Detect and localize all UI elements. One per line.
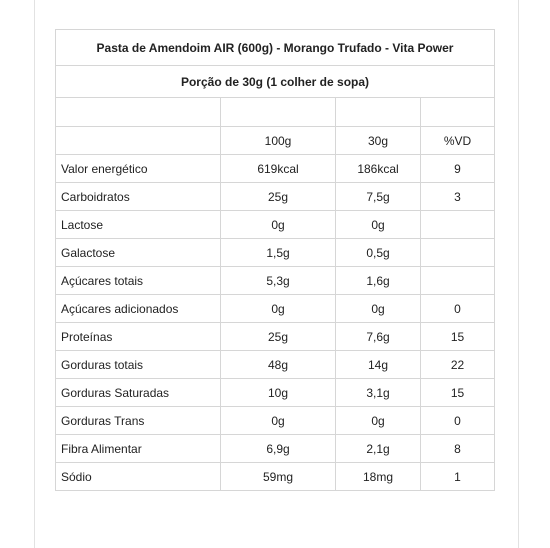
- value-100g: 619kcal: [221, 155, 336, 183]
- table-row: [56, 267, 495, 295]
- value-30g: 0,5g: [336, 239, 421, 267]
- value-30g: 1,6g: [336, 267, 421, 295]
- value-100g: 0g: [221, 211, 336, 239]
- table-row: [56, 155, 495, 183]
- nutrient-name: Açúcares totais: [56, 267, 221, 295]
- value-100g: 5,3g: [221, 267, 336, 295]
- nutrition-table: [55, 29, 495, 491]
- header-row: [56, 127, 495, 155]
- spacer-cell: [336, 98, 421, 127]
- value-vd: 9: [421, 155, 495, 183]
- nutrient-name: Gorduras Saturadas: [56, 379, 221, 407]
- value-30g: 186kcal: [336, 155, 421, 183]
- value-100g: 25g: [221, 323, 336, 351]
- right-border-line: [518, 0, 519, 548]
- value-vd: [421, 211, 495, 239]
- nutrient-name: Proteínas: [56, 323, 221, 351]
- portion-row: [56, 66, 495, 98]
- table-row: [56, 407, 495, 435]
- table-row: [56, 183, 495, 211]
- value-100g: 10g: [221, 379, 336, 407]
- value-vd: [421, 267, 495, 295]
- nutrient-name: Açúcares adicionados: [56, 295, 221, 323]
- value-30g: 0g: [336, 407, 421, 435]
- value-vd: 0: [421, 407, 495, 435]
- value-vd: 15: [421, 379, 495, 407]
- nutrient-name: Sódio: [56, 463, 221, 491]
- nutrient-name: Galactose: [56, 239, 221, 267]
- product-title: Pasta de Amendoim AIR (600g) - Morango Trufado - Vita Power: [56, 30, 495, 66]
- value-vd: 1: [421, 463, 495, 491]
- left-border-line: [34, 0, 35, 548]
- value-30g: 0g: [336, 211, 421, 239]
- value-100g: 0g: [221, 407, 336, 435]
- nutrient-name: Lactose: [56, 211, 221, 239]
- table-row: [56, 239, 495, 267]
- value-100g: 48g: [221, 351, 336, 379]
- table-title-row: [56, 30, 495, 66]
- table-row: [56, 323, 495, 351]
- column-header-vd: %VD: [421, 127, 495, 155]
- value-vd: 3: [421, 183, 495, 211]
- value-100g: 59mg: [221, 463, 336, 491]
- nutrient-name: Fibra Alimentar: [56, 435, 221, 463]
- value-30g: 0g: [336, 295, 421, 323]
- value-100g: 25g: [221, 183, 336, 211]
- value-100g: 1,5g: [221, 239, 336, 267]
- value-30g: 14g: [336, 351, 421, 379]
- nutrient-name: Valor energético: [56, 155, 221, 183]
- value-vd: 0: [421, 295, 495, 323]
- table-row: [56, 435, 495, 463]
- value-30g: 7,6g: [336, 323, 421, 351]
- nutrient-name: Gorduras totais: [56, 351, 221, 379]
- value-30g: 3,1g: [336, 379, 421, 407]
- value-30g: 18mg: [336, 463, 421, 491]
- value-100g: 6,9g: [221, 435, 336, 463]
- value-vd: 22: [421, 351, 495, 379]
- table-row: [56, 351, 495, 379]
- spacer-cell: [56, 98, 221, 127]
- value-vd: 15: [421, 323, 495, 351]
- value-30g: 2,1g: [336, 435, 421, 463]
- column-header-nutrient: [56, 127, 221, 155]
- column-header-100g: 100g: [221, 127, 336, 155]
- table-row: [56, 211, 495, 239]
- value-vd: [421, 239, 495, 267]
- table-row: [56, 463, 495, 491]
- nutrient-name: Gorduras Trans: [56, 407, 221, 435]
- value-100g: 0g: [221, 295, 336, 323]
- portion-label: Porção de 30g (1 colher de sopa): [56, 66, 495, 98]
- column-header-30g: 30g: [336, 127, 421, 155]
- table-row: [56, 295, 495, 323]
- spacer-cell: [421, 98, 495, 127]
- table-row: [56, 379, 495, 407]
- spacer-row: [56, 98, 495, 127]
- value-vd: 8: [421, 435, 495, 463]
- nutrient-name: Carboidratos: [56, 183, 221, 211]
- spacer-cell: [221, 98, 336, 127]
- value-30g: 7,5g: [336, 183, 421, 211]
